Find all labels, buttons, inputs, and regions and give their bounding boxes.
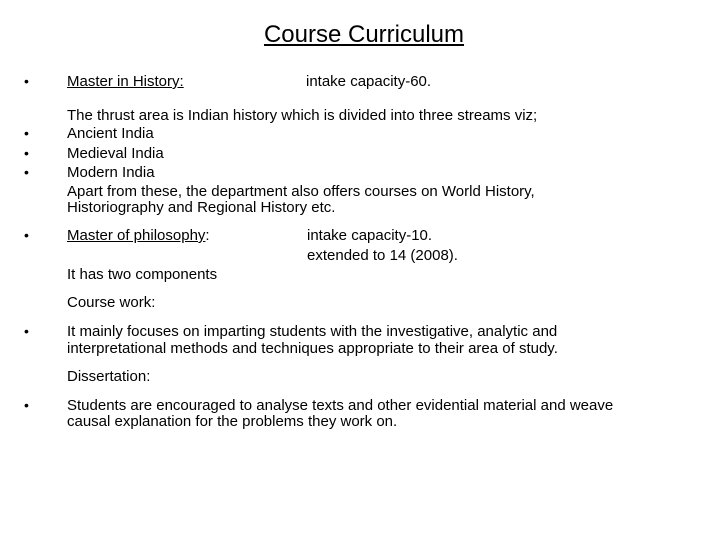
master-history-capacity: intake capacity-60. <box>306 73 432 90</box>
dissertation-line-1: Students are encouraged to analyse texts and other evidential material and weave <box>67 397 614 414</box>
stream-modern: Modern India <box>67 164 155 181</box>
course-work-heading: Course work: <box>67 294 156 311</box>
master-history-extra-1: Apart from these, the department also offers courses on World History, <box>67 183 535 200</box>
mphil-components: It has two components <box>67 266 218 283</box>
dissertation-heading: Dissertation: <box>67 368 151 385</box>
mphil-heading-line <box>67 226 210 245</box>
bullet: • <box>24 125 29 141</box>
course-work-line-1: It mainly focuses on imparting students with the investigative, analytic and <box>67 323 558 340</box>
master-history-intro: The thrust area is Indian history which is divided into three streams viz; <box>67 107 538 124</box>
bullet: • <box>24 323 29 339</box>
master-history-heading: Master in History: <box>67 73 184 90</box>
course-work-line-2: interpretational methods and techniques appropriate to their area of study. <box>67 340 558 357</box>
bullet: • <box>24 73 29 89</box>
bullet: • <box>24 164 29 180</box>
bullet: • <box>24 145 29 161</box>
stream-medieval: Medieval India <box>67 145 164 162</box>
bullet: • <box>24 397 29 413</box>
mphil-heading: Master of philosophy <box>67 227 206 244</box>
mphil-heading-colon: : <box>205 227 210 244</box>
dissertation-line-2: causal explanation for the problems they work on. <box>67 413 398 430</box>
bullet: • <box>24 227 29 243</box>
master-history-extra-2: Historiography and Regional History etc. <box>67 199 336 216</box>
stream-ancient: Ancient India <box>67 125 154 142</box>
mphil-capacity: intake capacity-10. <box>307 227 433 244</box>
mphil-capacity-extended: extended to 14 (2008). <box>307 247 458 264</box>
page-title: Course Curriculum <box>263 21 465 48</box>
